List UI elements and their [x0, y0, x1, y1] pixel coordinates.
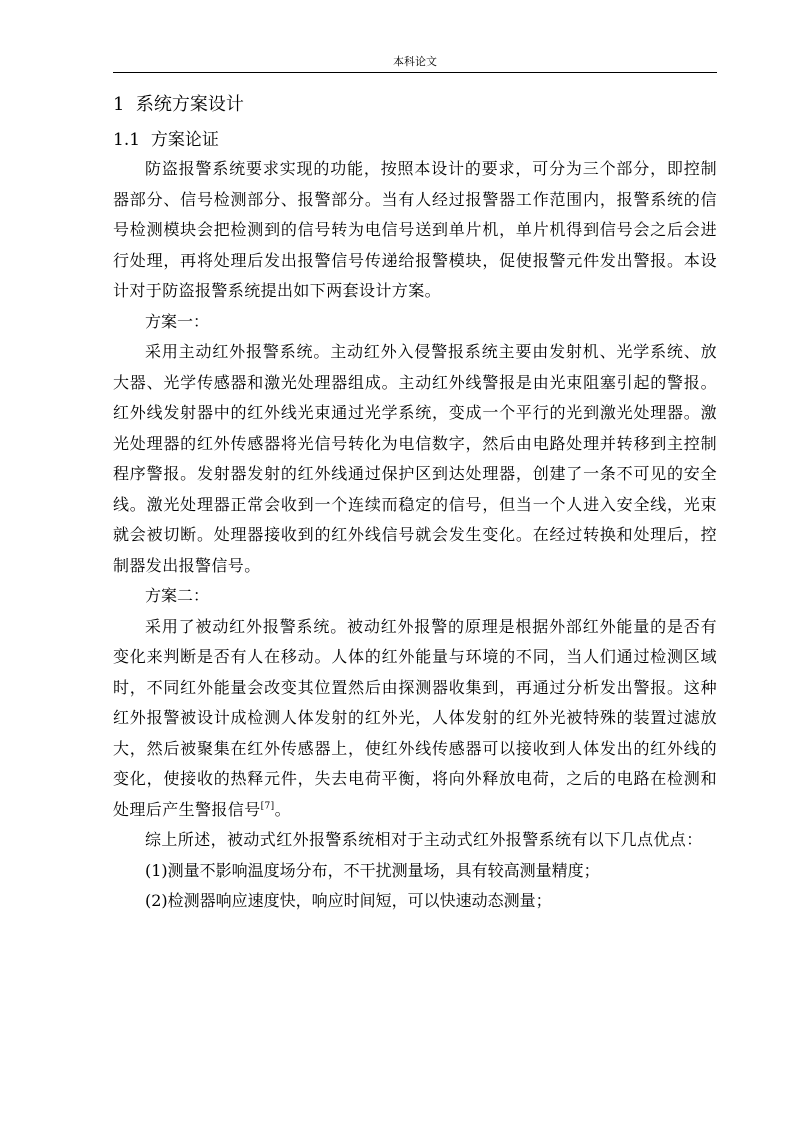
subsection-title: 方案论证	[150, 130, 219, 150]
scheme2-end: 。	[274, 799, 291, 819]
subsection-heading	[113, 126, 717, 154]
section-number: 1	[113, 94, 125, 115]
scheme2-label: 方案二：	[145, 586, 210, 605]
advantage-item-2: (2)检测器响应速度快，响应时间短，可以快速动态测量；	[145, 891, 552, 910]
summary-paragraph: 综上所述，被动式红外报警系统相对于主动式红外报警系统有以下几点优点：	[145, 830, 703, 849]
scheme2-paragraph	[113, 612, 717, 826]
section-heading	[113, 88, 717, 126]
citation-marker: [7]	[260, 801, 275, 812]
document-body	[113, 88, 717, 917]
scheme1-label: 方案一：	[145, 311, 210, 331]
scheme2-text: 采用了被动红外报警系统。被动红外报警的原理是根据外部红外能量的是否有变化来判断是否有人在移动。人体的红外能量与环境的不同，当人们通过检测区域时，不同红外能量会改变其位置然后由探测器收集到，再通过分析发出警报。这种红外报警被设计成检测人体发射的红外光，人体发射的红外光被特殊的装置过滤放大，然后被聚集在红外传感器上，使红外线传感器可以接收到人体发出的红外线的变化，使接收的热释元件，失去电荷平衡，将向外释放电荷，之后的电路在检测和处理后产生警报信号	[113, 616, 717, 819]
scheme1-paragraph: 采用主动红外报警系统。主动红外入侵警报系统主要由发射机、光学系统、放大器、光学传感器和激光处理器组成。主动红外线警报是由光束阻塞引起的警报。红外线发射器中的红外线光束通过光学系统，变成一个平行的光到激光处理器。激光处理器的红外传感器将光信号转化为电信数字，然后由电路处理并转移到主控制程序警报。发射器发射的红外线通过保护区到达处理器，创建了一条不可见的安全线。激光处理器正常会收到一个连续而稳定的信号，但当一个人进入安全线，光束就会被切断。处理器接收到的红外线信号就会发生变化。在经过转换和处理后，控制器发出报警信号。	[113, 342, 717, 575]
intro-paragraph: 防盗报警系统要求实现的功能，按照本设计的要求，可分为三个部分，即控制器部分、信号检测部分、报警部分。当有人经过报警器工作范围内，报警系统的信号检测模块会把检测到的信号转为电信号送到单片机，单片机得到信号会之后会进行处理，再将处理后发出报警信号传递给报警模块，促使报警元件发出警报。本设计对于防盗报警系统提出如下两套设计方案。	[113, 159, 717, 300]
subsection-number: 1.1	[113, 130, 141, 150]
section-title: 系统方案设计	[135, 94, 244, 115]
advantage-item-1: (1)测量不影响温度场分布，不干扰测量场，具有较高测量精度；	[145, 860, 600, 880]
running-header: 本科论文	[393, 55, 437, 68]
header-rule	[113, 72, 717, 73]
